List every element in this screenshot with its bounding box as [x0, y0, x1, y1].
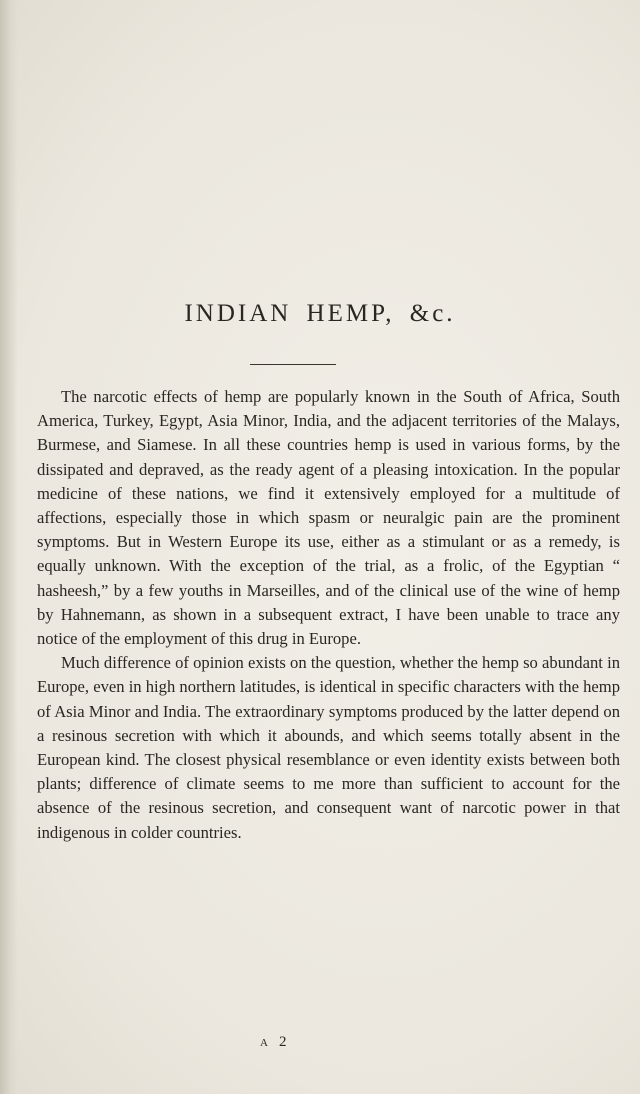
- page-title: INDIAN HEMP, &c.: [184, 300, 456, 327]
- printer-signature: [260, 1034, 288, 1051]
- page-binding-edge: [0, 0, 18, 1094]
- paragraph-1: The narcotic effects of hemp are popularly known in the South of Africa, South America, Turkey, Egypt, Asia Minor, India, and the adjacent territories of the Malays, Burmese, and Siamese. In all these countries hemp is used in various forms, by the dissipated and depraved, as the ready agent of a pleasing intoxication. In the popular medicine of these nations, we find it extensively employed for a multitude of affections, especially those in which spasm or neuralgic pain are the prominent symptoms. But in Western Europe its use, either as a stimulant or as a remedy, is equally unknown. With the exception of the trial, as a frolic, of the Egyptian “ hasheesh,” by a few youths in Marseilles, and of the clinical use of the wine of hemp by Hahnemann, as shown in a subsequent extract, I have been unable to trace any notice of the employment of this drug in Europe.: [37, 387, 620, 649]
- body-text: [37, 385, 620, 845]
- title-divider: [250, 364, 336, 365]
- paragraph-2: Much difference of opinion exists on the question, whether the hemp so abundant in Europe, even in high northern latitudes, is identical in specific characters with the hemp of Asia Minor and India. The extraordinary symptoms produced by the latter depend on a resinous secretion with which it abounds, and which seems totally absent in the European kind. The closest physical resemblance or even identity exists between both plants; difference of climate seems to me more than sufficient to account for the absence of the resinous secretion, and consequent want of narcotic power in that indigenous in colder countries.: [37, 653, 620, 842]
- signature-letter: A: [260, 1037, 269, 1049]
- signature-number: 2: [278, 1034, 289, 1050]
